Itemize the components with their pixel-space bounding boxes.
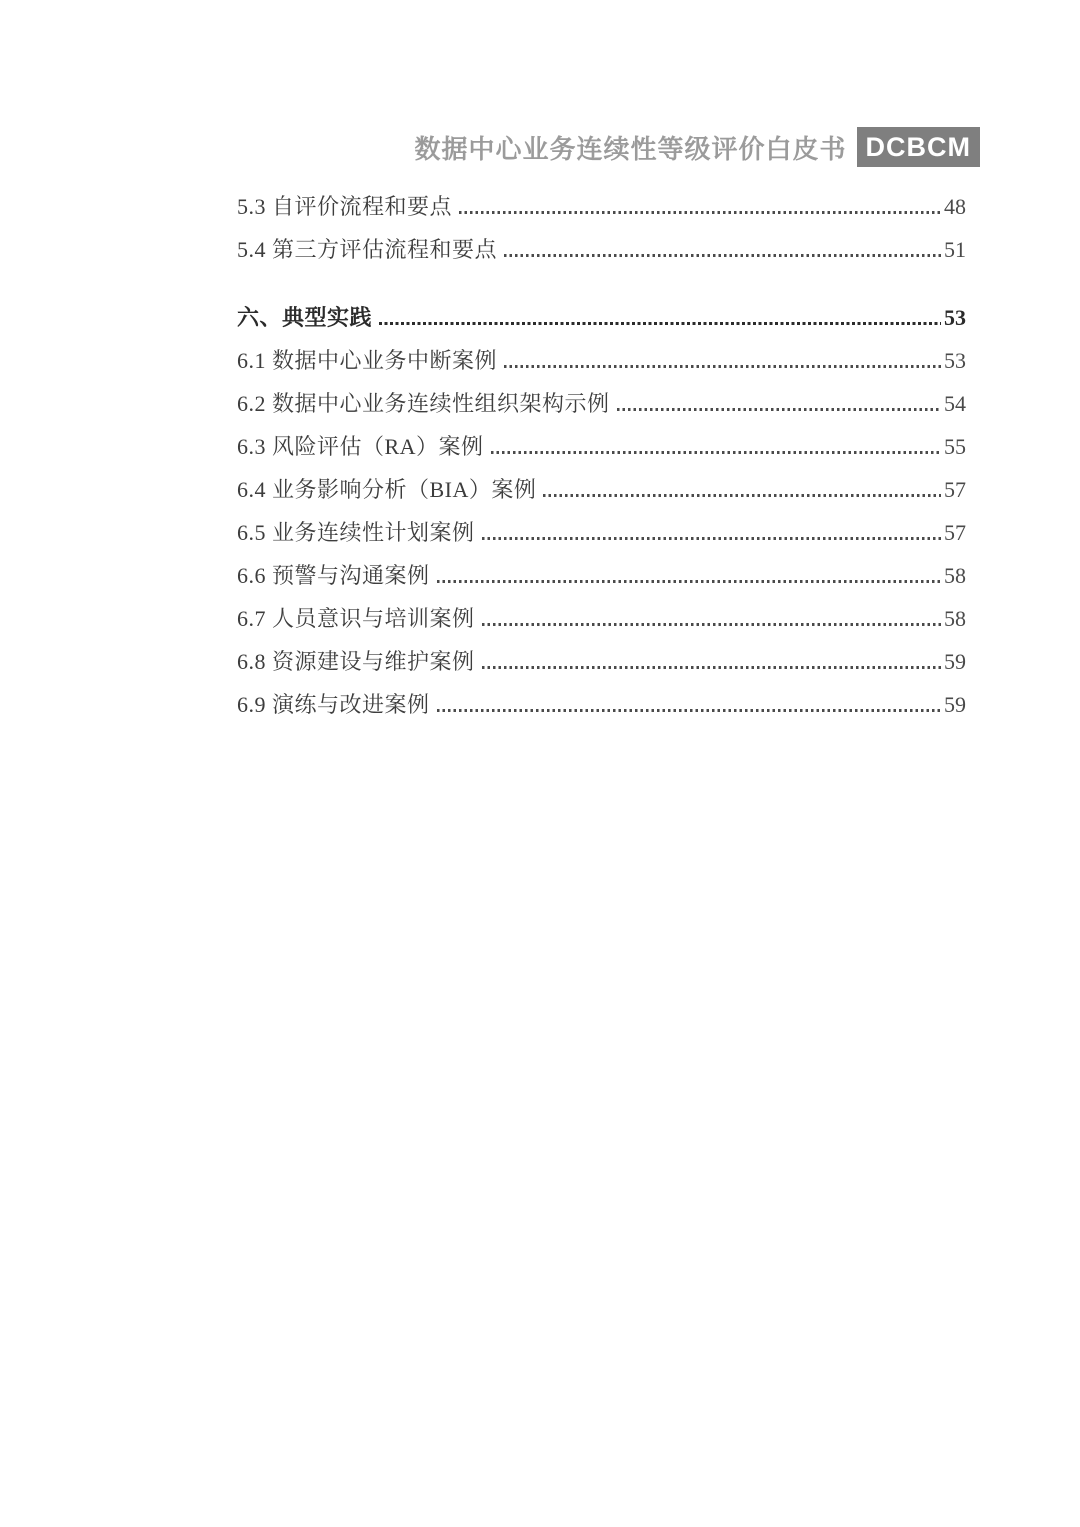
toc-entry-page: 58 (944, 606, 966, 631)
toc-entry-label: 六、典型实践 (237, 305, 373, 330)
toc-entry-page: 58 (944, 563, 966, 588)
toc-entry-label: 6.2 数据中心业务连续性组织架构示例 (237, 391, 610, 416)
toc-entry-label: 5.3 自评价流程和要点 (237, 194, 453, 219)
toc-dot-leader (379, 322, 941, 326)
toc-dot-leader (491, 451, 941, 454)
toc-entry-page: 54 (944, 391, 966, 416)
toc-entry-label: 6.1 数据中心业务中断案例 (237, 348, 498, 373)
toc-entry-page: 59 (944, 692, 966, 717)
toc-entry-label: 6.9 演练与改进案例 (237, 692, 430, 717)
toc-dot-leader (459, 211, 941, 214)
toc-dot-leader (482, 537, 941, 540)
toc-dot-leader (504, 365, 941, 368)
toc-list (237, 194, 966, 735)
toc-entry-page: 53 (944, 348, 966, 373)
toc-entry-page: 51 (944, 237, 966, 262)
toc-entry (237, 434, 966, 460)
toc-entry-label: 5.4 第三方评估流程和要点 (237, 237, 498, 262)
page-header (414, 126, 980, 168)
toc-entry (237, 305, 966, 331)
toc-entry (237, 692, 966, 718)
toc-entry-page: 48 (944, 194, 966, 219)
toc-entry (237, 348, 966, 374)
toc-entry-label: 6.3 风险评估（RA）案例 (237, 434, 484, 459)
toc-dot-leader (482, 666, 941, 669)
header-badge-dcbcm: DCBCM (857, 127, 981, 167)
toc-entry (237, 649, 966, 675)
toc-entry-page: 57 (944, 477, 966, 502)
toc-dot-leader (482, 623, 941, 626)
toc-entry-page: 53 (944, 305, 966, 330)
toc-entry (237, 237, 966, 263)
toc-entry-label: 6.4 业务影响分析（BIA）案例 (237, 477, 537, 502)
header-title: 数据中心业务连续性等级评价白皮书 (414, 133, 847, 164)
toc-entry (237, 520, 966, 546)
toc-dot-leader (504, 254, 941, 257)
toc-entry (237, 477, 966, 503)
toc-dot-leader (543, 494, 941, 497)
toc-entry (237, 194, 966, 220)
toc-dot-leader (617, 408, 941, 411)
toc-entry (237, 563, 966, 589)
toc-entry (237, 391, 966, 417)
toc-entry-label: 6.8 资源建设与维护案例 (237, 649, 475, 674)
toc-entry-page: 55 (944, 434, 966, 459)
toc-dot-leader (437, 580, 941, 583)
toc-entry-label: 6.5 业务连续性计划案例 (237, 520, 475, 545)
toc-dot-leader (437, 709, 941, 712)
toc-entry-label: 6.7 人员意识与培训案例 (237, 606, 475, 631)
toc-entry-page: 59 (944, 649, 966, 674)
toc-entry-label: 6.6 预警与沟通案例 (237, 563, 430, 588)
toc-entry (237, 606, 966, 632)
toc-entry-page: 57 (944, 520, 966, 545)
